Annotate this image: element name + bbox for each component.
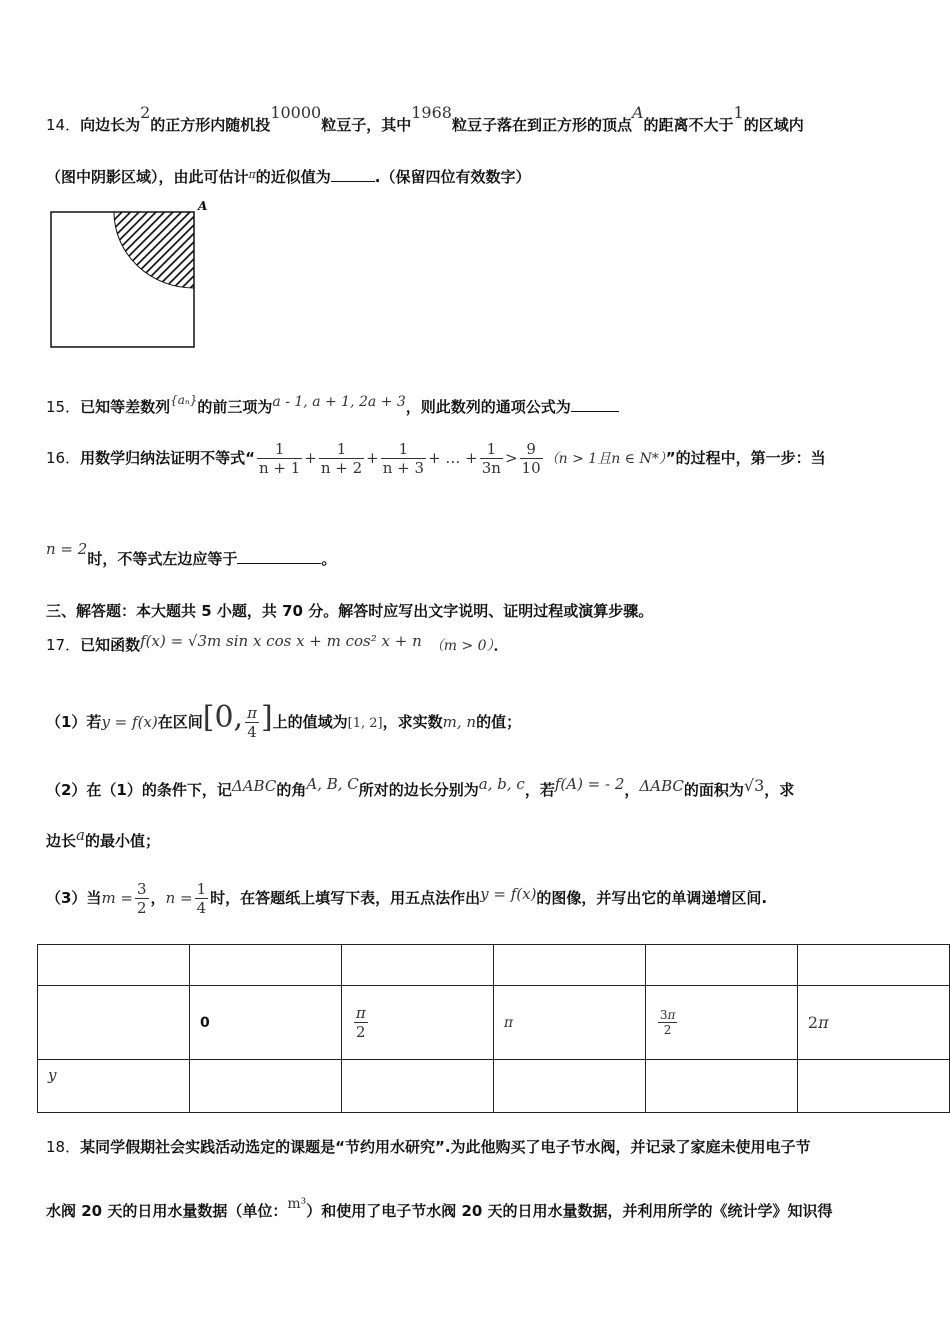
q16-frac-2: $\frac{1}{n + 2}$: [320, 440, 363, 477]
q14-figure: [48, 200, 218, 352]
q18-text: 水阀 20 天的日用水量数据（单位：: [46, 1202, 288, 1220]
q15-answer-blank[interactable]: [571, 397, 619, 412]
q14-total: 10000: [270, 103, 322, 122]
q18-number: 18．: [46, 1138, 81, 1156]
q17-p1-range: [1, 2]: [347, 716, 383, 731]
q17-part2-line2: [46, 826, 160, 851]
q16-line1: 16．用数学归纳法证明不等式“ $\frac{1}{n + 1}$ + $\frac{1}{n + 2}$ + $\frac{1}{n + 3}$ + … + $\frac{1}{3n}$ > $\frac{9}{10}$ （n > 1且n ∈ N*）”的过程中，第一步：当: [46, 440, 826, 477]
q17-part1: [46, 700, 521, 741]
q17-text: （3）当: [46, 889, 102, 907]
q17-part2: [46, 775, 795, 800]
vertex-label-a: A: [198, 200, 208, 213]
q14-text: 的距离不大于: [643, 116, 734, 134]
table-row: [38, 1060, 950, 1113]
q14-text: 的正方形内随机投: [150, 116, 271, 134]
table-cell[interactable]: [493, 945, 645, 986]
q17-text: 在区间: [157, 713, 203, 731]
q17-p3-f: y = f(x): [480, 885, 537, 903]
q15-number: 15．: [46, 398, 81, 416]
q17-text: 的最小值；: [84, 832, 160, 850]
table-cell[interactable]: [645, 1060, 797, 1113]
table-cell[interactable]: [797, 1060, 949, 1113]
q17-text: 已知函数: [80, 636, 141, 654]
q17-p1-mn: m, n: [442, 713, 477, 731]
q17-text: 时，在答题纸上填写下表，用五点法作出: [210, 889, 481, 907]
q14-text: （图中阴影区域），由此可估计: [46, 168, 249, 186]
q17-text: ，求实数: [382, 713, 443, 731]
section-3-heading: 三、解答题：本大题共 5 小题，共 70 分。解答时应写出文字说明、证明过程或演算步骤。: [46, 602, 654, 620]
q14-text: 粒豆子落在到正方形的顶点: [451, 116, 632, 134]
q17-function: f(x) = √3m sin x cos x + m cos² x + n: [140, 632, 422, 650]
q15-terms: a - 1, a + 1, 2a + 3: [272, 394, 406, 410]
q16-cond: （n > 1且n ∈ N*）: [544, 451, 666, 467]
q17-text: （1）若: [46, 713, 102, 731]
q14-text: 粒豆子，其中: [321, 116, 412, 134]
q17-p3-n: n =: [165, 889, 193, 907]
q17-p3-n-frac: $\frac{1}{4}$: [196, 880, 207, 917]
table-cell-x4: 2π: [797, 986, 949, 1060]
q16-text: 。: [321, 550, 337, 568]
q17-text: ，若: [524, 781, 555, 799]
q14-side: 2: [140, 103, 151, 122]
q17-p2-a: a: [76, 826, 85, 844]
table-cell-x3: $\frac{3\pi}{2}$: [645, 986, 797, 1060]
q14-answer-blank[interactable]: [331, 167, 375, 182]
q15-text: ，则此数列的通项公式为: [405, 398, 571, 416]
q17-text: （2）在（1）的条件下，记: [46, 781, 232, 799]
table-cell[interactable]: [38, 986, 190, 1060]
q16-text: 用数学归纳法证明不等式“: [80, 449, 255, 467]
table-cell[interactable]: [189, 1060, 341, 1113]
table-cell[interactable]: [341, 945, 493, 986]
q17-p1-interval-right: ]: [260, 700, 273, 735]
q14-text: 向边长为: [80, 116, 141, 134]
q17-text: ，求: [764, 781, 795, 799]
q17-p3-m: m =: [101, 889, 133, 907]
q17-part3: [46, 880, 767, 917]
table-cell-y-label: y: [38, 1060, 190, 1113]
q16-rhs: $\frac{9}{10}$: [521, 440, 541, 477]
q17-p2-triangle: ΔABC: [231, 777, 277, 795]
q17-p2-triangle-2: ΔABC: [639, 777, 684, 795]
q16-answer-blank[interactable]: [237, 549, 321, 564]
q15-text: 的前三项为: [197, 398, 273, 416]
q17-p3-m-frac: $\frac{3}{2}$: [137, 880, 147, 917]
q14-line2: [46, 166, 530, 187]
q17-p1-pi-over-4: $\frac{\pi}{4}$: [247, 704, 257, 741]
q16-number: 16．: [46, 449, 81, 467]
q17-p2-sides: a, b, c: [478, 775, 525, 793]
q17-number: 17．: [46, 636, 81, 654]
q14-text: .（保留四位有效数字）: [374, 168, 531, 186]
q16-frac-4: $\frac{1}{3n}$: [481, 440, 501, 477]
q17-text: 边长: [46, 832, 77, 850]
q14-vertex: A: [631, 103, 644, 122]
q14-inside: 1968: [411, 103, 452, 122]
q17-p2-area: √3: [743, 776, 765, 795]
table-cell-x0: 0: [189, 986, 341, 1060]
table-row: [38, 945, 950, 986]
table-cell[interactable]: [341, 1060, 493, 1113]
five-point-table: [37, 944, 950, 1113]
q17-text: ，: [624, 781, 640, 799]
q17-text: 的图像，并写出它的单调递增区间.: [536, 889, 768, 907]
q16-text: ”的过程中，第一步：当: [665, 449, 826, 467]
q17-text: 上的值域为: [272, 713, 348, 731]
shaded-region: [114, 212, 194, 288]
q18-unit: m³: [287, 1196, 307, 1212]
q15-text: 已知等差数列: [80, 398, 171, 416]
table-cell-x1: $\frac{\pi}{2}$: [341, 986, 493, 1060]
q17-p2-angles: A, B, C: [306, 775, 359, 793]
q15-seq: {aₙ}: [170, 393, 198, 407]
table-cell[interactable]: [189, 945, 341, 986]
q17-text: 所对的边长分别为: [358, 781, 479, 799]
q17-p1-f: y = f(x): [101, 713, 158, 731]
q14-line1: [46, 103, 804, 135]
q14-number: 14．: [46, 116, 81, 134]
q14-dist: 1: [733, 103, 744, 122]
q16-frac-3: $\frac{1}{n + 3}$: [382, 440, 425, 477]
q16-frac-1: $\frac{1}{n + 1}$: [258, 440, 301, 477]
q17-line1: [46, 634, 509, 655]
table-cell[interactable]: [645, 945, 797, 986]
q14-text: 的区域内: [743, 116, 804, 134]
q17-text: ．: [493, 636, 509, 654]
table-row: [38, 986, 950, 1060]
q17-p1-interval-left: [0,: [202, 700, 244, 735]
q17-p2-fa: f(A) = - 2: [554, 775, 625, 793]
table-cell-x2: π: [493, 986, 645, 1060]
q17-text: ，: [150, 889, 166, 907]
q17-text: 的值；: [476, 713, 522, 731]
q14-text: 的近似值为: [255, 168, 331, 186]
table-cell[interactable]: [38, 945, 190, 986]
table-cell[interactable]: [493, 1060, 645, 1113]
q17-condition: （m > 0）: [429, 638, 494, 654]
q18-text: 某同学假期社会实践活动选定的课题是“节约用水研究”.为此他购买了电子节水阀，并记录了家庭未使用电子节: [80, 1138, 811, 1156]
q17-text: 的角: [276, 781, 307, 799]
q14-pi: π: [248, 168, 256, 181]
q18-text: ）和使用了电子节水阀 20 天的日用水量数据，并利用所学的《统计学》知识得: [306, 1202, 833, 1220]
q18-line2: [46, 1196, 833, 1221]
q17-text: 的面积为: [683, 781, 744, 799]
q16-ellipsis: + … +: [428, 449, 478, 467]
q16-line2: [46, 540, 337, 569]
q15-line: [46, 393, 619, 417]
q16-text: 时，不等式左边应等于: [87, 550, 238, 568]
table-cell[interactable]: [797, 945, 949, 986]
q18-line1: [46, 1136, 811, 1157]
q16-n-eq: n = 2: [46, 540, 88, 558]
